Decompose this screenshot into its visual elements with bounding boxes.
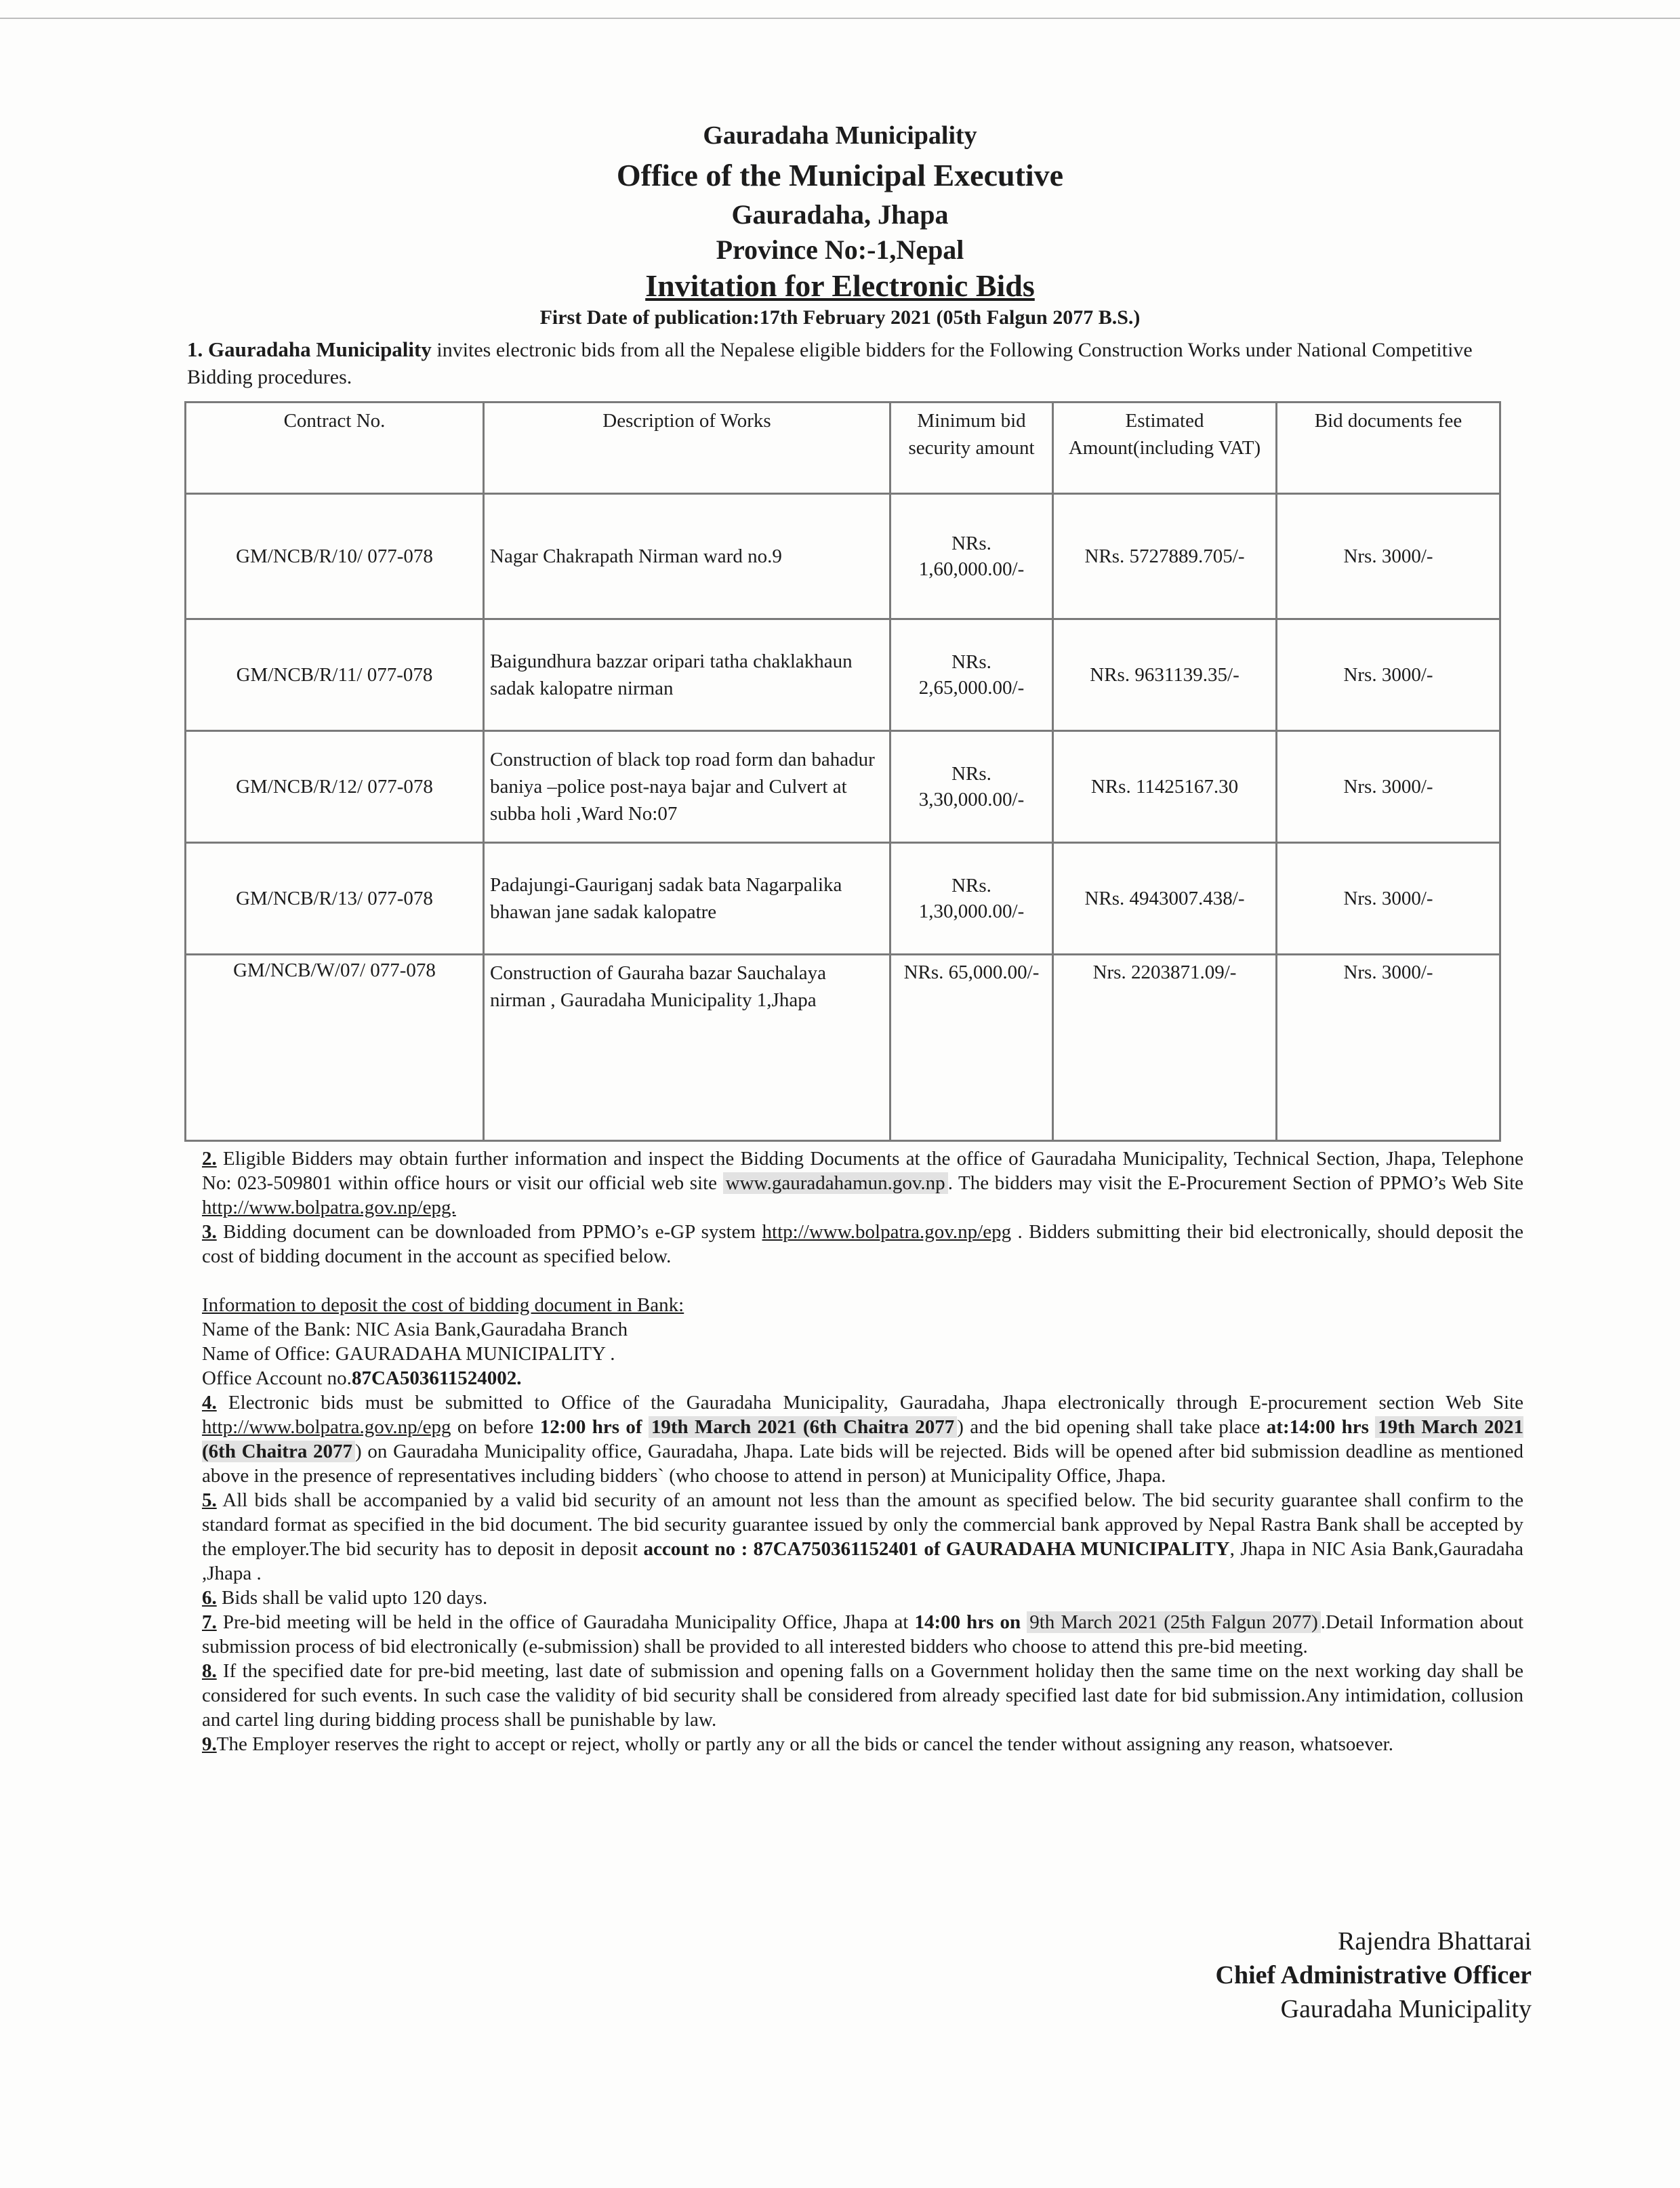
estimated-cell: NRs. 9631139.35/-	[1053, 619, 1277, 731]
clause-number: 7.	[202, 1611, 217, 1633]
intro-lead: 1. Gauradaha Municipality	[187, 337, 432, 361]
table-row	[186, 731, 1500, 843]
clause-8: 8. If the specified date for pre-bid meeting, last date of submission and opening falls on a Government holiday then the same time on the next working day shall be considered for such events. In such case the validity of bid security shall be considered from already specified last date for bid submission.Any intimidation, collusion and cartel ling during bidding process shall be punishable by law.	[202, 1660, 1523, 1731]
submission-deadline: 19th March 2021 (6th Chaitra 2077	[649, 1416, 957, 1438]
description-cell: Construction of black top road form dan bahadur baniya –police post-naya bajar and Culvert at subba holi ,Ward No:07	[484, 731, 890, 843]
intro-paragraph	[187, 336, 1509, 391]
clause-9: 9.The Employer reserves the right to accept or reject, wholly or partly any or all the bids or cancel the tender without assigning any reason, whatsoever.	[202, 1733, 1393, 1755]
municipality-name: Gauradaha Municipality	[703, 121, 977, 150]
signatory-name: Rajendra Bhattarai	[1338, 1927, 1532, 1956]
security-cell: NRs. 2,65,000.00/-	[890, 619, 1053, 731]
clause-number: 3.	[202, 1221, 217, 1243]
contract-no-cell: GM/NCB/R/12/ 077-078	[186, 731, 484, 843]
header-contract-no: Contract No.	[186, 402, 484, 494]
header-bid-security: Minimum bid security amount	[890, 402, 1053, 494]
top-rule	[0, 18, 1680, 19]
clause-number: 5.	[202, 1489, 217, 1511]
security-cell: NRs. 1,60,000.00/-	[890, 494, 1053, 619]
security-account: account no : 87CA750361152401 of GAURADAHA MUNICIPALITY	[643, 1538, 1230, 1560]
clause-6: 6. Bids shall be valid upto 120 days.	[202, 1587, 488, 1609]
bids-table	[184, 401, 1501, 1142]
notice-clauses	[202, 1147, 1523, 1756]
header-estimated-amount: Estimated Amount(including VAT)	[1053, 402, 1277, 494]
bank-info-heading: Information to deposit the cost of bidding document in Bank:	[202, 1294, 684, 1316]
security-cell: NRs. 65,000.00/-	[890, 955, 1053, 1141]
signatory-title: Chief Administrative Officer	[1215, 1961, 1532, 1989]
submission-link[interactable]: http://www.bolpatra.gov.np/epg	[202, 1416, 451, 1438]
office-name-line: Name of Office: GAURADAHA MUNICIPALITY .	[202, 1343, 615, 1365]
signatory-org: Gauradaha Municipality	[1280, 1995, 1532, 2023]
publication-date: First Date of publication:17th February 2021 (05th Falgun 2077 B.S.)	[539, 306, 1141, 329]
fee-cell: Nrs. 3000/-	[1277, 619, 1500, 731]
description-cell: Padajungi-Gauriganj sadak bata Nagarpalika bhawan jane sadak kalopatre	[484, 843, 890, 955]
contract-no-cell: GM/NCB/R/10/ 077-078	[186, 494, 484, 619]
notice-title: Invitation for Electronic Bids	[645, 268, 1035, 303]
clause-2: 2. Eligible Bidders may obtain further information and inspect the Bidding Documents at the office of Gauradaha Municipality, Technical Section, Jhapa, Telephone No: 023-509801 within office hours or visit our official web site www.gauradahamun.gov.np . The bidders may visit the E-Procurement Section of PPMO’s Web Site http://www.bolpatra.gov.np/epg.	[202, 1148, 1524, 1218]
clause-number: 4.	[202, 1392, 217, 1413]
table-row	[186, 619, 1500, 731]
office-location: Gauradaha, Jhapa	[731, 199, 949, 230]
description-cell: Nagar Chakrapath Nirman ward no.9	[484, 494, 890, 619]
header-document-fee: Bid documents fee	[1277, 402, 1500, 494]
opening-date: 19th March 2021 (6th Chaitra 2077	[202, 1416, 1523, 1462]
clause-7: 7. Pre-bid meeting will be held in the office of Gauradaha Municipality Office, Jhapa at 14:00 hrs on 9th March 2021 (25th Falgun 2077) .Detail Information about submission process of bid electronically (e-submission) shall be provided to all interested bidders who choose to attend this pre-bid meeting.	[202, 1611, 1523, 1657]
estimated-cell: NRs. 5727889.705/-	[1053, 494, 1277, 619]
office-name: Office of the Municipal Executive	[616, 158, 1064, 192]
clause-5: 5. All bids shall be accompanied by a valid bid security of an amount not less than the amount as specified below. The bid security guarantee shall confirm to the standard format as specified in the bid document. The bid security guarantee issued by only the commercial bank approved by Nepal Rastra Bank shall be accepted by the employer.The bid security has to deposit in deposit account no : 87CA750361152401 of GAURADAHA MUNICIPALITY, Jhapa in NIC Asia Bank,Gauradaha ,Jhapa .	[202, 1489, 1523, 1584]
clause-3: 3. Bidding document can be downloaded from PPMO’s e-GP system http://www.bolpatra.gov.np/epg . Bidders submitting their bid electronically, should deposit the cost of bidding document in the account as specified below.	[202, 1221, 1523, 1267]
clause-number: 8.	[202, 1660, 217, 1682]
province: Province No:-1,Nepal	[716, 234, 964, 265]
egp-link[interactable]: http://www.bolpatra.gov.np/epg	[762, 1221, 1012, 1243]
estimated-cell: NRs. 4943007.438/-	[1053, 843, 1277, 955]
account-line: Office Account no.87CA503611524002.	[202, 1367, 522, 1389]
table-row	[186, 494, 1500, 619]
bank-name: Name of the Bank: NIC Asia Bank,Gauradaha Branch	[202, 1319, 628, 1340]
clause-number: 6.	[202, 1587, 217, 1609]
fee-cell: Nrs. 3000/-	[1277, 843, 1500, 955]
contract-no-cell: GM/NCB/W/07/ 077-078	[186, 955, 484, 1141]
clause-number: 2.	[202, 1148, 217, 1170]
clause-4: 4. Electronic bids must be submitted to Office of the Gauradaha Municipality, Gauradaha, Jhapa electronically through E-procurement section Web Site http://www.bolpatra.gov.np/epg on before 12:00 hrs of 19th March 2021 (6th Chaitra 2077 ) and the bid opening shall take place at:14:00 hrs 19th March 2021 (6th Chaitra 2077 ) on Gauradaha Municipality office, Gauradaha, Jhapa. Late bids will be rejected. Bids will be opened after bid submission deadline as mentioned above in the presence of representatives including bidders` (who choose to attend in person) at Municipality Office, Jhapa.	[202, 1392, 1523, 1487]
website-link[interactable]: www.gauradahamun.gov.np	[723, 1172, 948, 1194]
signature-block	[1084, 1924, 1532, 2026]
table-header-row	[186, 402, 1500, 494]
description-cell: Baigundhura bazzar oripari tatha chaklakhaun sadak kalopatre nirman	[484, 619, 890, 731]
contract-no-cell: GM/NCB/R/13/ 077-078	[186, 843, 484, 955]
clause-number: 9.	[202, 1733, 217, 1755]
table-row	[186, 843, 1500, 955]
ppmo-link[interactable]: http://www.bolpatra.gov.np/epg.	[202, 1197, 456, 1218]
account-number: 87CA503611524002.	[351, 1367, 522, 1389]
fee-cell: Nrs. 3000/-	[1277, 955, 1500, 1141]
security-cell: NRs. 3,30,000.00/-	[890, 731, 1053, 843]
estimated-cell: Nrs. 2203871.09/-	[1053, 955, 1277, 1141]
pre-bid-date: 9th March 2021 (25th Falgun 2077)	[1027, 1611, 1321, 1633]
fee-cell: Nrs. 3000/-	[1277, 731, 1500, 843]
security-cell: NRs. 1,30,000.00/-	[890, 843, 1053, 955]
contract-no-cell: GM/NCB/R/11/ 077-078	[186, 619, 484, 731]
description-cell: Construction of Gauraha bazar Sauchalaya nirman , Gauradaha Municipality 1,Jhapa	[484, 955, 890, 1141]
table-row	[186, 955, 1500, 1141]
notice-header	[0, 117, 1680, 331]
intro-text: invites electronic bids from all the Nepalese eligible bidders for the Following Construction Works under National Competitive Bidding procedures.	[187, 339, 1473, 388]
fee-cell: Nrs. 3000/-	[1277, 494, 1500, 619]
header-description: Description of Works	[484, 402, 890, 494]
estimated-cell: NRs. 11425167.30	[1053, 731, 1277, 843]
